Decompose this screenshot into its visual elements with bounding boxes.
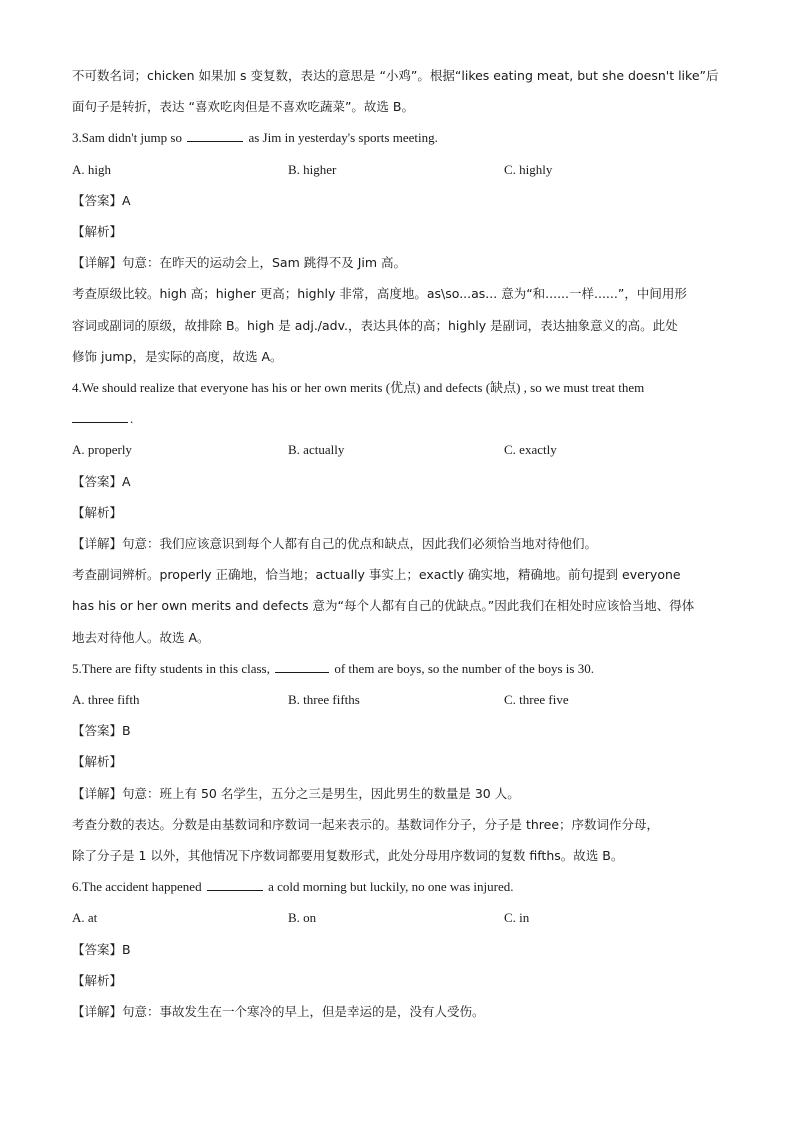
intro-line-1: 不可数名词；chicken 如果加 s 变复数，表达的意思是 “小鸡”。根据“likes eating meat, but she doesn't like”后 [72,68,719,83]
option-c: C. in [504,910,530,926]
intro-line-2: 面句子是转折，表达 “喜欢吃肉但是不喜欢吃蔬菜”。故选 B。 [72,99,414,115]
option-b: B. on [288,910,317,926]
option-b: B. higher [288,161,337,177]
explanation-line: has his or her own merits and defects 意为“每个人都有自己的优缺点。”因此我们在相处时应该恰当地、得体 [72,598,695,614]
detail-text: 【详解】句意：在昨天的运动会上，Sam 跳得不及 Jim 高。 [72,255,407,271]
explanation-line: 考查分数的表达。分数是由基数词和序数词一起来表示的。基数词作分子，分子是 three；序数词作分母， [72,816,660,832]
question-3-stem: 3.Sam didn't jump so as Jim in yesterday's sports meeting. [72,122,724,153]
option-a: A. at [72,910,98,926]
explanation-line: 考查原级比较。high 高；higher 更高；highly 非常，高度地。as\so...as... 意为“和......一样......”，中间用形 [72,286,687,302]
question-6-options [72,902,724,933]
explanation-line: 修饰 jump，是实际的高度，故选 A。 [72,348,283,364]
analysis-label: 【解析】 [72,504,123,520]
question-5-stem: 5.There are fifty students in this class, of them are boys, so the number of the boys is 30. [72,653,724,684]
detail-text: 【详解】句意：班上有 50 名学生，五分之三是男生，因此男生的数量是 30 人。 [72,785,520,801]
option-c: C. exactly [504,442,557,458]
explanation-line: 考查副词辨析。properly 正确地，恰当地；actually 事实上；exactly 确实地，精确地。前句提到 everyone [72,567,681,583]
question-3-options [72,154,724,185]
analysis-label: 【解析】 [72,224,123,240]
option-a: A. three fifth [72,692,140,708]
answer-blank [187,127,243,142]
explanation-line: 容词或副词的原级，故排除 B。high 是 adj./adv.，表达具体的高；highly 是副词，表达抽象意义的高。此处 [72,317,678,333]
option-a: A. high [72,161,111,177]
question-5-options [72,684,724,715]
option-c: C. three five [504,692,569,708]
explanation-line: 除了分子是 1 以外，其他情况下序数词都要用复数形式，此处分母用序数词的复数 fifths。故选 B。 [72,848,624,864]
analysis-label: 【解析】 [72,754,123,770]
option-b: B. three fifths [288,692,360,708]
answer-label: 【答案】B [72,723,131,739]
question-6-stem: 6.The accident happened a cold morning but luckily, no one was injured. [72,871,724,902]
answer-label: 【答案】A [72,473,131,489]
answer-label: 【答案】B [72,941,131,957]
option-b: B. actually [288,442,345,458]
explanation-line: 地去对待他人。故选 A。 [72,629,210,645]
question-4-stem: 4.We should realize that everyone has his or her own merits (优点) and defects (缺点) , so we must treat them [72,380,645,396]
question-4-stem-end: . [72,403,724,434]
answer-blank [72,408,128,423]
analysis-label: 【解析】 [72,972,123,988]
answer-blank [207,876,263,891]
answer-blank [275,658,329,673]
question-4-options [72,434,724,465]
detail-text: 【详解】句意：事故发生在一个寒冷的早上，但是幸运的是，没有人受伤。 [72,1004,485,1020]
option-a: A. properly [72,442,132,458]
document-page [72,60,724,1027]
option-c: C. highly [504,161,553,177]
detail-text: 【详解】句意：我们应该意识到每个人都有自己的优点和缺点，因此我们必须恰当地对待他们。 [72,536,598,552]
answer-label: 【答案】A [72,192,131,208]
